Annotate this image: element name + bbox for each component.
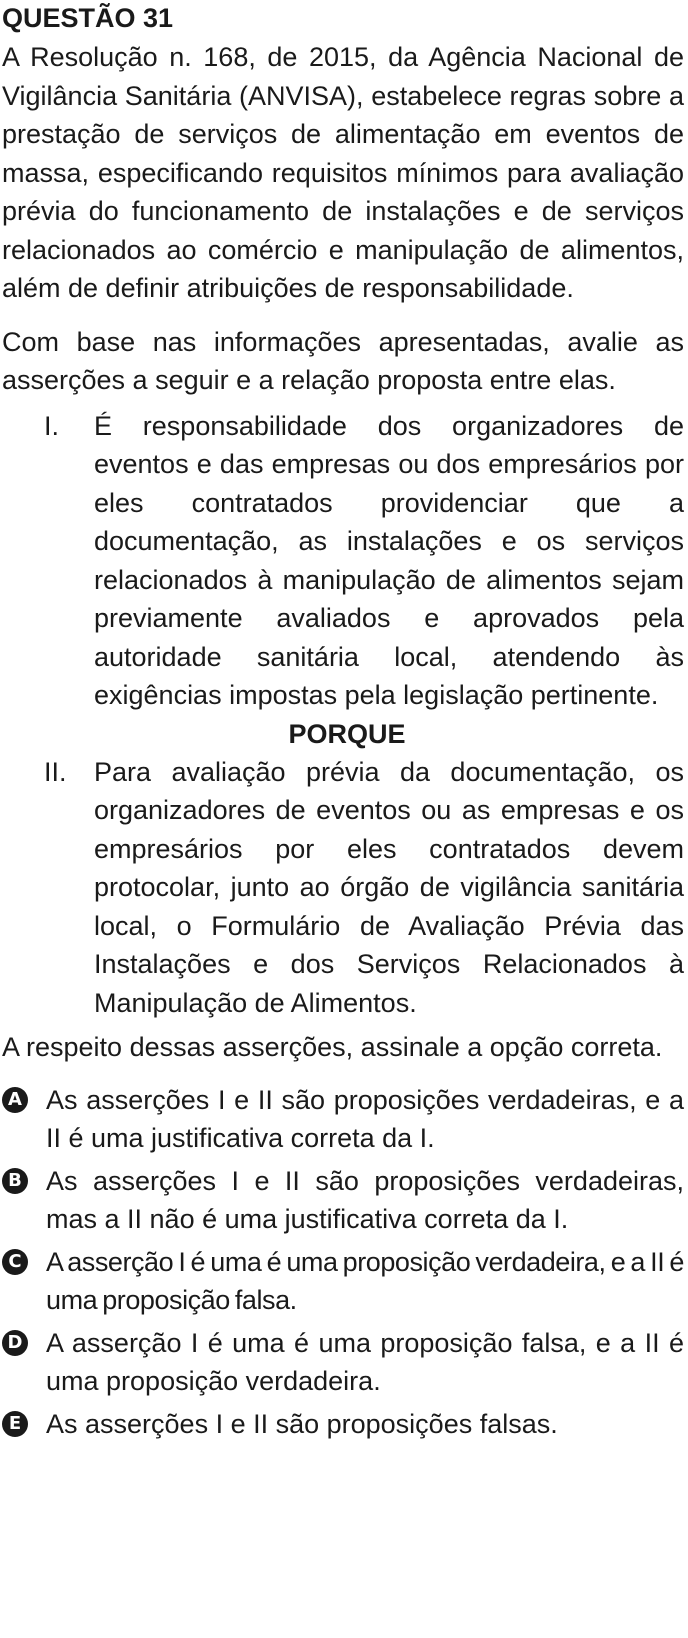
question-instruction: Com base nas informações apresentadas, avalie as asserções a seguir e a relação proposta entre elas. xyxy=(2,326,684,395)
assertion-1-text: É responsabilidade dos organizadores de eventos e das empresas ou dos empresários por eles contratados providenciar que a documentação, as instalações e os serviços relacionados à manipulação de alimentos sejam previamente avaliados e aprovados pela autoridade sanitária local, atendendo às exigências impostas pela legislação pertinente. xyxy=(94,410,684,710)
option-c-text: A asserção I é uma é uma proposição verdadeira, e a II é uma proposição falsa. xyxy=(46,1246,684,1315)
answer-options xyxy=(2,1081,684,1444)
option-e-letter-icon: E xyxy=(2,1411,28,1437)
option-a-letter-icon: A xyxy=(2,1087,28,1113)
option-b-letter-icon: B xyxy=(2,1168,28,1194)
option-b-text: As asserções I e II são proposições verdadeiras, mas a II não é uma justificativa correta da I. xyxy=(46,1165,684,1234)
option-d-letter-icon: D xyxy=(2,1330,28,1356)
option-d[interactable] xyxy=(2,1324,684,1401)
option-e-text: As asserções I e II são proposições falsas. xyxy=(46,1408,558,1439)
question-intro: A Resolução n. 168, de 2015, da Agência Nacional de Vigilância Sanitária (ANVISA), estabelece regras sobre a prestação de serviços de alimentação em eventos de massa, especificando requisitos mínimos para avaliação prévia do funcionamento de instalações e de serviços relacionados ao comércio e manipulação de alimentos, além de definir atribuições de responsabilidade. xyxy=(2,42,684,303)
question-title: QUESTÃO 31 xyxy=(2,3,174,33)
option-e[interactable] xyxy=(2,1405,684,1444)
assertion-1-number: I. xyxy=(44,410,60,441)
assertion-connector: PORQUE xyxy=(288,718,406,749)
option-a[interactable] xyxy=(2,1081,684,1158)
option-a-text: As asserções I e II são proposições verdadeiras, e a II é uma justificativa correta da I. xyxy=(46,1084,684,1153)
option-c-letter-icon: C xyxy=(2,1249,28,1275)
assertion-2-text: Para avaliação prévia da documentação, os organizadores de eventos ou as empresas e os empresários por eles contratados devem protocolar, junto ao órgão de vigilância sanitária local, o Formulário de Avaliação Prévia das Instalações e dos Serviços Relacionados à Manipulação de Alimentos. xyxy=(94,756,684,1018)
option-d-text: A asserção I é uma é uma proposição falsa, e a II é uma proposição verdadeira. xyxy=(46,1327,684,1396)
assertion-1 xyxy=(2,407,684,715)
assertion-2-number: II. xyxy=(44,756,67,787)
question-prompt: A respeito dessas asserções, assinale a opção correta. xyxy=(2,1032,663,1062)
option-b[interactable] xyxy=(2,1162,684,1239)
option-c[interactable] xyxy=(2,1243,684,1320)
assertion-2 xyxy=(2,753,684,1023)
